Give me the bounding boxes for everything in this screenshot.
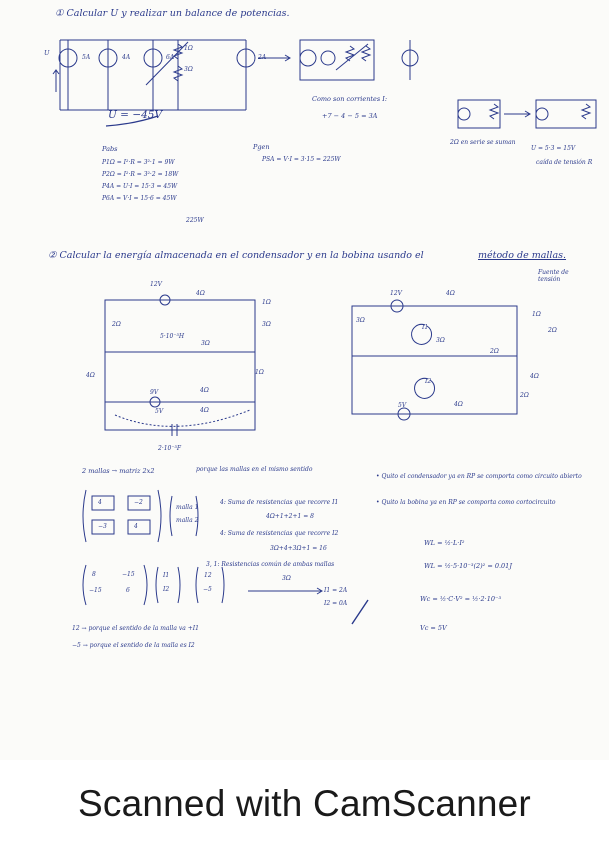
current-result: I2 = 0A: [324, 600, 348, 607]
sum-note: 4: Suma de resistencias que recorre I2: [220, 530, 339, 537]
loop-current-label: I2: [425, 378, 432, 385]
pgen-title: Pgen: [253, 143, 270, 151]
circuit-label: 4Ω: [200, 387, 209, 394]
matrix-cell: 4: [98, 499, 102, 506]
circuit-label: 2Ω: [548, 327, 557, 334]
problem-2-heading: ② Calcular la energía almacenada en el condensador y en la bobina usando el: [48, 250, 424, 261]
system-matrix-cell: 8: [92, 571, 96, 578]
circuit-label: 4Ω: [196, 290, 205, 297]
pgen-line: PSA = V·I = 3·15 = 225W: [262, 156, 341, 163]
pabs-line: P1Ω = I²·R = 3²·1 = 9W: [102, 159, 175, 166]
same-direction-note: porque las mallas en el mismo sentido: [196, 466, 313, 473]
matrix-cell: −2: [134, 499, 143, 506]
energy-formula: Wc = ½·C·V² = ½·2·10⁻³: [420, 595, 502, 603]
box-caption: 2Ω en serie se suman: [450, 139, 516, 146]
circuit-2-right-diagram: [342, 296, 524, 422]
coil-short-note: • Quito la bobina ya en RP se comporta como cortocircuito: [376, 499, 556, 506]
system-matrix-cell: −15: [122, 571, 135, 578]
system-unknown: I2: [163, 586, 170, 593]
circuit-label: 2Ω: [112, 321, 121, 328]
rhs-note: 12 → porque el sentido de la malla va +I1: [72, 625, 199, 632]
capacitor-label: 2·10⁻³F: [158, 445, 182, 452]
loop-current-label: I1: [422, 324, 429, 331]
method-underlined: método de mallas.: [478, 250, 567, 261]
vector-entry: malla 2: [176, 517, 199, 524]
circuit-2-left-diagram: [95, 290, 265, 450]
circuit-label: 12V: [390, 290, 402, 297]
sum-equation: 4Ω+1+2+1 = 8: [266, 513, 314, 520]
circuit-label: 9V: [150, 389, 159, 396]
energy-value: WL = ½·5·10⁻³(2)² = 0.01J: [424, 562, 512, 570]
vector-entry: malla 1: [176, 504, 199, 511]
matrix-cell: 4: [134, 523, 138, 530]
system-rhs: −5: [203, 586, 212, 593]
problem-1-heading: ① Calcular U y realizar un balance de potencias.: [55, 8, 290, 19]
pabs-title: Pabs: [102, 145, 118, 153]
circuit-label: 4Ω: [454, 401, 463, 408]
kcl-equation: +7 − 4 − 5 = 3A: [322, 112, 378, 120]
pabs-line: P4A = U·I = 15·3 = 45W: [102, 183, 178, 190]
current-result: I1 = 2A: [324, 587, 348, 594]
common-note: 3, 1: Resistencias común de ambas mallas: [206, 561, 335, 568]
source-label: 5A: [82, 54, 91, 61]
slash-stroke: [348, 598, 372, 628]
circuit-label: 3Ω: [436, 337, 445, 344]
system-matrix-cell: −15: [89, 587, 102, 594]
circuit-label: 3Ω: [356, 317, 365, 324]
source-label: 2A: [258, 54, 267, 61]
system-matrix-cell: 6: [126, 587, 130, 594]
pabs-line: P6A = V·I = 15·6 = 45W: [102, 195, 177, 202]
energy-formula: WL = ½·L·I²: [424, 539, 465, 547]
circuit-label: 4Ω: [86, 372, 95, 379]
pabs-total: 225W: [186, 217, 204, 224]
circuit-label: 5·10⁻³H: [160, 333, 185, 340]
circuit-label: 4Ω: [200, 407, 209, 414]
system-rhs: 12: [204, 572, 212, 579]
circuit-label: 4Ω: [530, 373, 539, 380]
source-label: 4A: [122, 54, 131, 61]
scanner-watermark: Scanned with CamScanner: [78, 783, 531, 824]
sum-equation: 3Ω+4+3Ω+1 = 16: [270, 545, 327, 552]
voltage-eq: U = 5·3 = 15V: [531, 145, 576, 152]
source-note: Fuente de tensión: [538, 269, 569, 283]
drop-caption: caída de tensión R: [536, 159, 593, 166]
capacitor-open-note: • Quito el condensador ya en RP se comporta como circuito abierto: [376, 473, 582, 480]
capacitor-voltage: Vc = 5V: [420, 624, 447, 632]
resistor-label: 3Ω: [184, 66, 193, 73]
source-label: 6A: [166, 54, 175, 61]
result-arrow: [246, 586, 326, 596]
circuit-label: 1Ω: [255, 369, 264, 376]
matrix-cell: −3: [98, 523, 107, 530]
circuit-label: 1Ω: [262, 299, 271, 306]
underline-stroke: [106, 109, 166, 128]
resistor-label: 1Ω: [184, 45, 193, 52]
mallas-note: 2 mallas → matriz 2x2: [82, 467, 155, 475]
resistance-matrix-diagram: [80, 488, 200, 544]
circuit-label: 2Ω: [490, 348, 499, 355]
circuit-label: 2Ω: [520, 392, 529, 399]
system-unknown: I1: [163, 572, 170, 579]
circuit-label: 3Ω: [201, 340, 210, 347]
circuit-label: 3Ω: [262, 321, 271, 328]
equivalent-note: Como son corrientes I:: [312, 95, 388, 103]
u-result: U = −45V: [108, 109, 163, 121]
circuit-label: 5V: [398, 402, 407, 409]
pabs-line: P2Ω = I²·R = 3²·2 = 18W: [102, 171, 179, 178]
circuit-label: 12V: [150, 281, 162, 288]
rhs-note: −5 → porque el sentido de la malla es I2: [72, 642, 195, 649]
voltage-label: U: [44, 49, 50, 57]
circuit-label: 4Ω: [446, 290, 455, 297]
circuit-label: 5V: [155, 408, 164, 415]
common-equation: 3Ω: [282, 575, 291, 582]
sum-note: 4: Suma de resistencias que recorre I1: [220, 499, 339, 506]
circuit-label: 1Ω: [532, 311, 541, 318]
